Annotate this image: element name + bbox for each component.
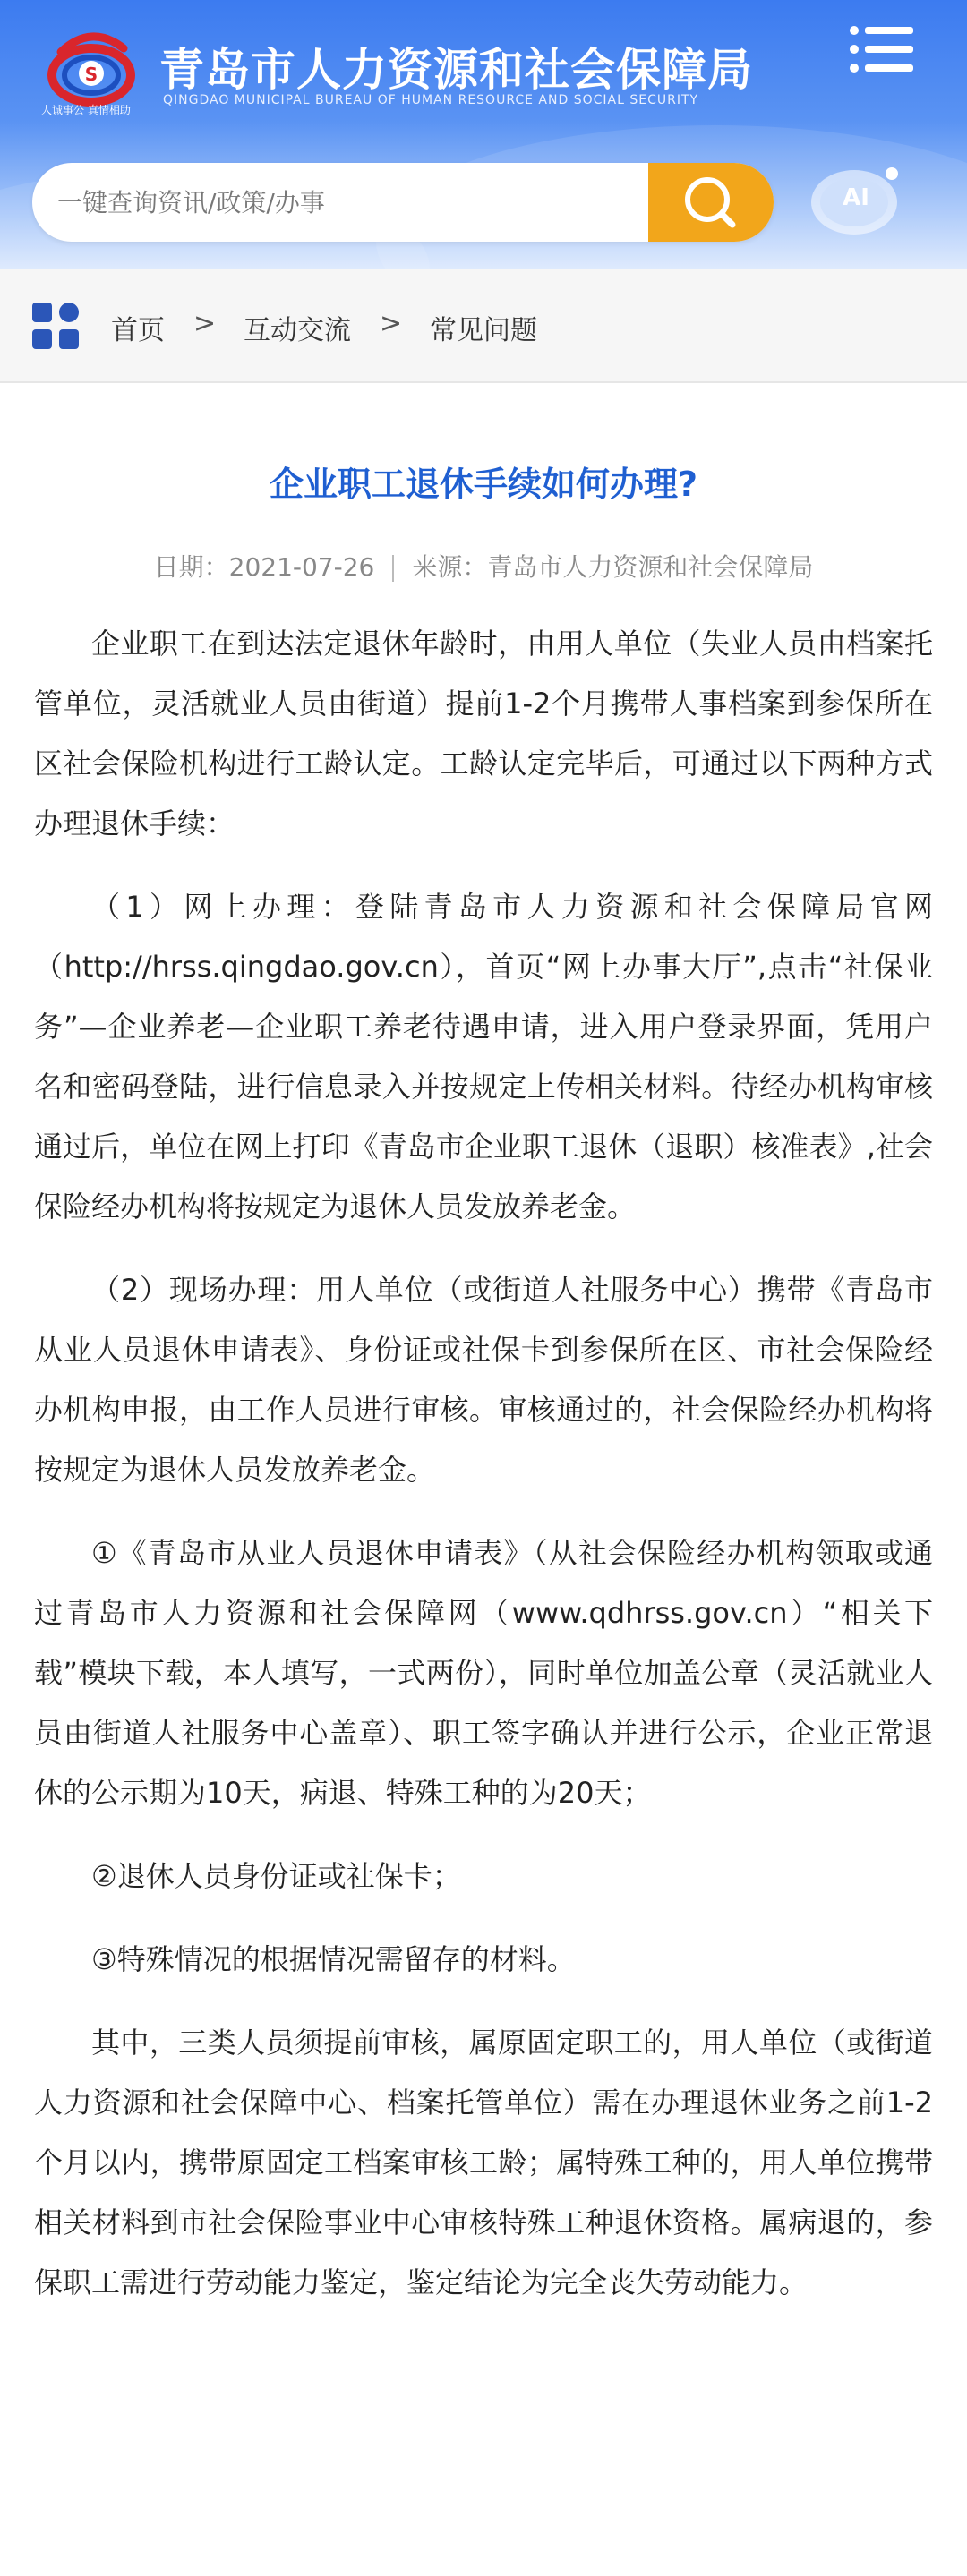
article-paragraph: 其中，三类人员须提前审核，属原固定职工的，用人单位（或街道人力资源和社会保障中心、档案托管单位）需在办理退休业务之前1-2个月以内，携带原固定工档案审核工龄；属特殊工种的，用人单位携带相关材料到市社会保险事业中心审核特殊工种退休资格。属病退的，参保职工需进行劳动能力鉴定，鉴定结论为完全丧失劳动能力。 xyxy=(34,2026,933,2299)
article-source: 来源：青岛市人力资源和社会保障局 xyxy=(412,552,814,582)
ai-assistant-button[interactable] xyxy=(806,159,906,242)
breadcrumb-faq[interactable]: 常见问题 xyxy=(430,315,537,346)
article-paragraph: ①《青岛市从业人员退休申请表》（从社会保险经办机构领取或通过青岛市人力资源和社会保障网（www.qdhrss.gov.cn）“相关下载”模块下载，本人填写，一式两份），同时单位加盖公章（灵活就业人员由街道人社服务中心盖章）、职工签字确认并进行公示，企业正常退休的公示期为10天，病退、特殊工种的为20天； xyxy=(34,1536,933,1810)
article-date: 日期：2021-07-26 xyxy=(153,552,375,582)
search-bar xyxy=(32,163,774,242)
article-paragraph: （1）网上办理：登陆青岛市人力资源和社会保障局官网（http://hrss.qingdao.gov.cn），首页“网上办事大厅”,点击“社保业务”—企业养老—企业职工养老待遇申请，进入用户登录界面，凭用户名和密码登陆，进行信息录入并按规定上传相关材料。待经办机构审核通过后，单位在网上打印《青岛市企业职工退休（退职）核准表》,社会保险经办机构将按规定为退休人员发放养老金。 xyxy=(34,890,933,1224)
breadcrumb-interaction[interactable]: 互动交流 xyxy=(244,315,351,346)
search-icon xyxy=(648,163,774,242)
breadcrumb-home[interactable]: 首页 xyxy=(111,315,165,346)
logo-slogan: 人诚事公 真情相助 xyxy=(41,104,131,116)
breadcrumb-separator: > xyxy=(193,308,217,339)
article-body xyxy=(34,614,933,2336)
article-paragraph: ③特殊情况的根据情况需留存的材料。 xyxy=(91,1942,576,1976)
meta-divider xyxy=(392,555,394,582)
search-input[interactable] xyxy=(32,163,650,242)
article-paragraph: ②退休人员身份证或社保卡； xyxy=(91,1859,461,1893)
article-title: 企业职工退休手续如何办理? xyxy=(269,465,698,504)
menu-icon[interactable] xyxy=(849,23,915,75)
site-header xyxy=(0,0,967,269)
search-button[interactable] xyxy=(648,163,774,242)
article-paragraph: （2）现场办理：用人单位（或街道人社服务中心）携带《青岛市从业人员退休申请表》、身份证或社保卡到参保所在区、市社会保险经办机构申报，由工作人员进行审核。审核通过的，社会保险经办机构将按规定为退休人员发放养老金。 xyxy=(34,1273,933,1487)
site-title[interactable]: 青岛市人力资源和社会保障局 xyxy=(159,44,753,96)
ai-label: AI xyxy=(843,184,869,211)
logo-mark: S xyxy=(84,64,98,85)
breadcrumb xyxy=(0,269,967,383)
grid-icon xyxy=(32,303,79,349)
article-paragraph: 企业职工在到达法定退休年龄时，由用人单位（失业人员由档案托管单位，灵活就业人员由街道）提前1-2个月携带人事档案到参保所在区社会保险机构进行工龄认定。工龄认定完毕后，可通过以下两种方式办理退休手续： xyxy=(34,627,933,840)
breadcrumb-separator: > xyxy=(380,308,403,339)
site-subtitle: QINGDAO MUNICIPAL BUREAU OF HUMAN RESOURCE AND SOCIAL SECURITY xyxy=(163,93,699,107)
article-meta xyxy=(0,548,967,584)
